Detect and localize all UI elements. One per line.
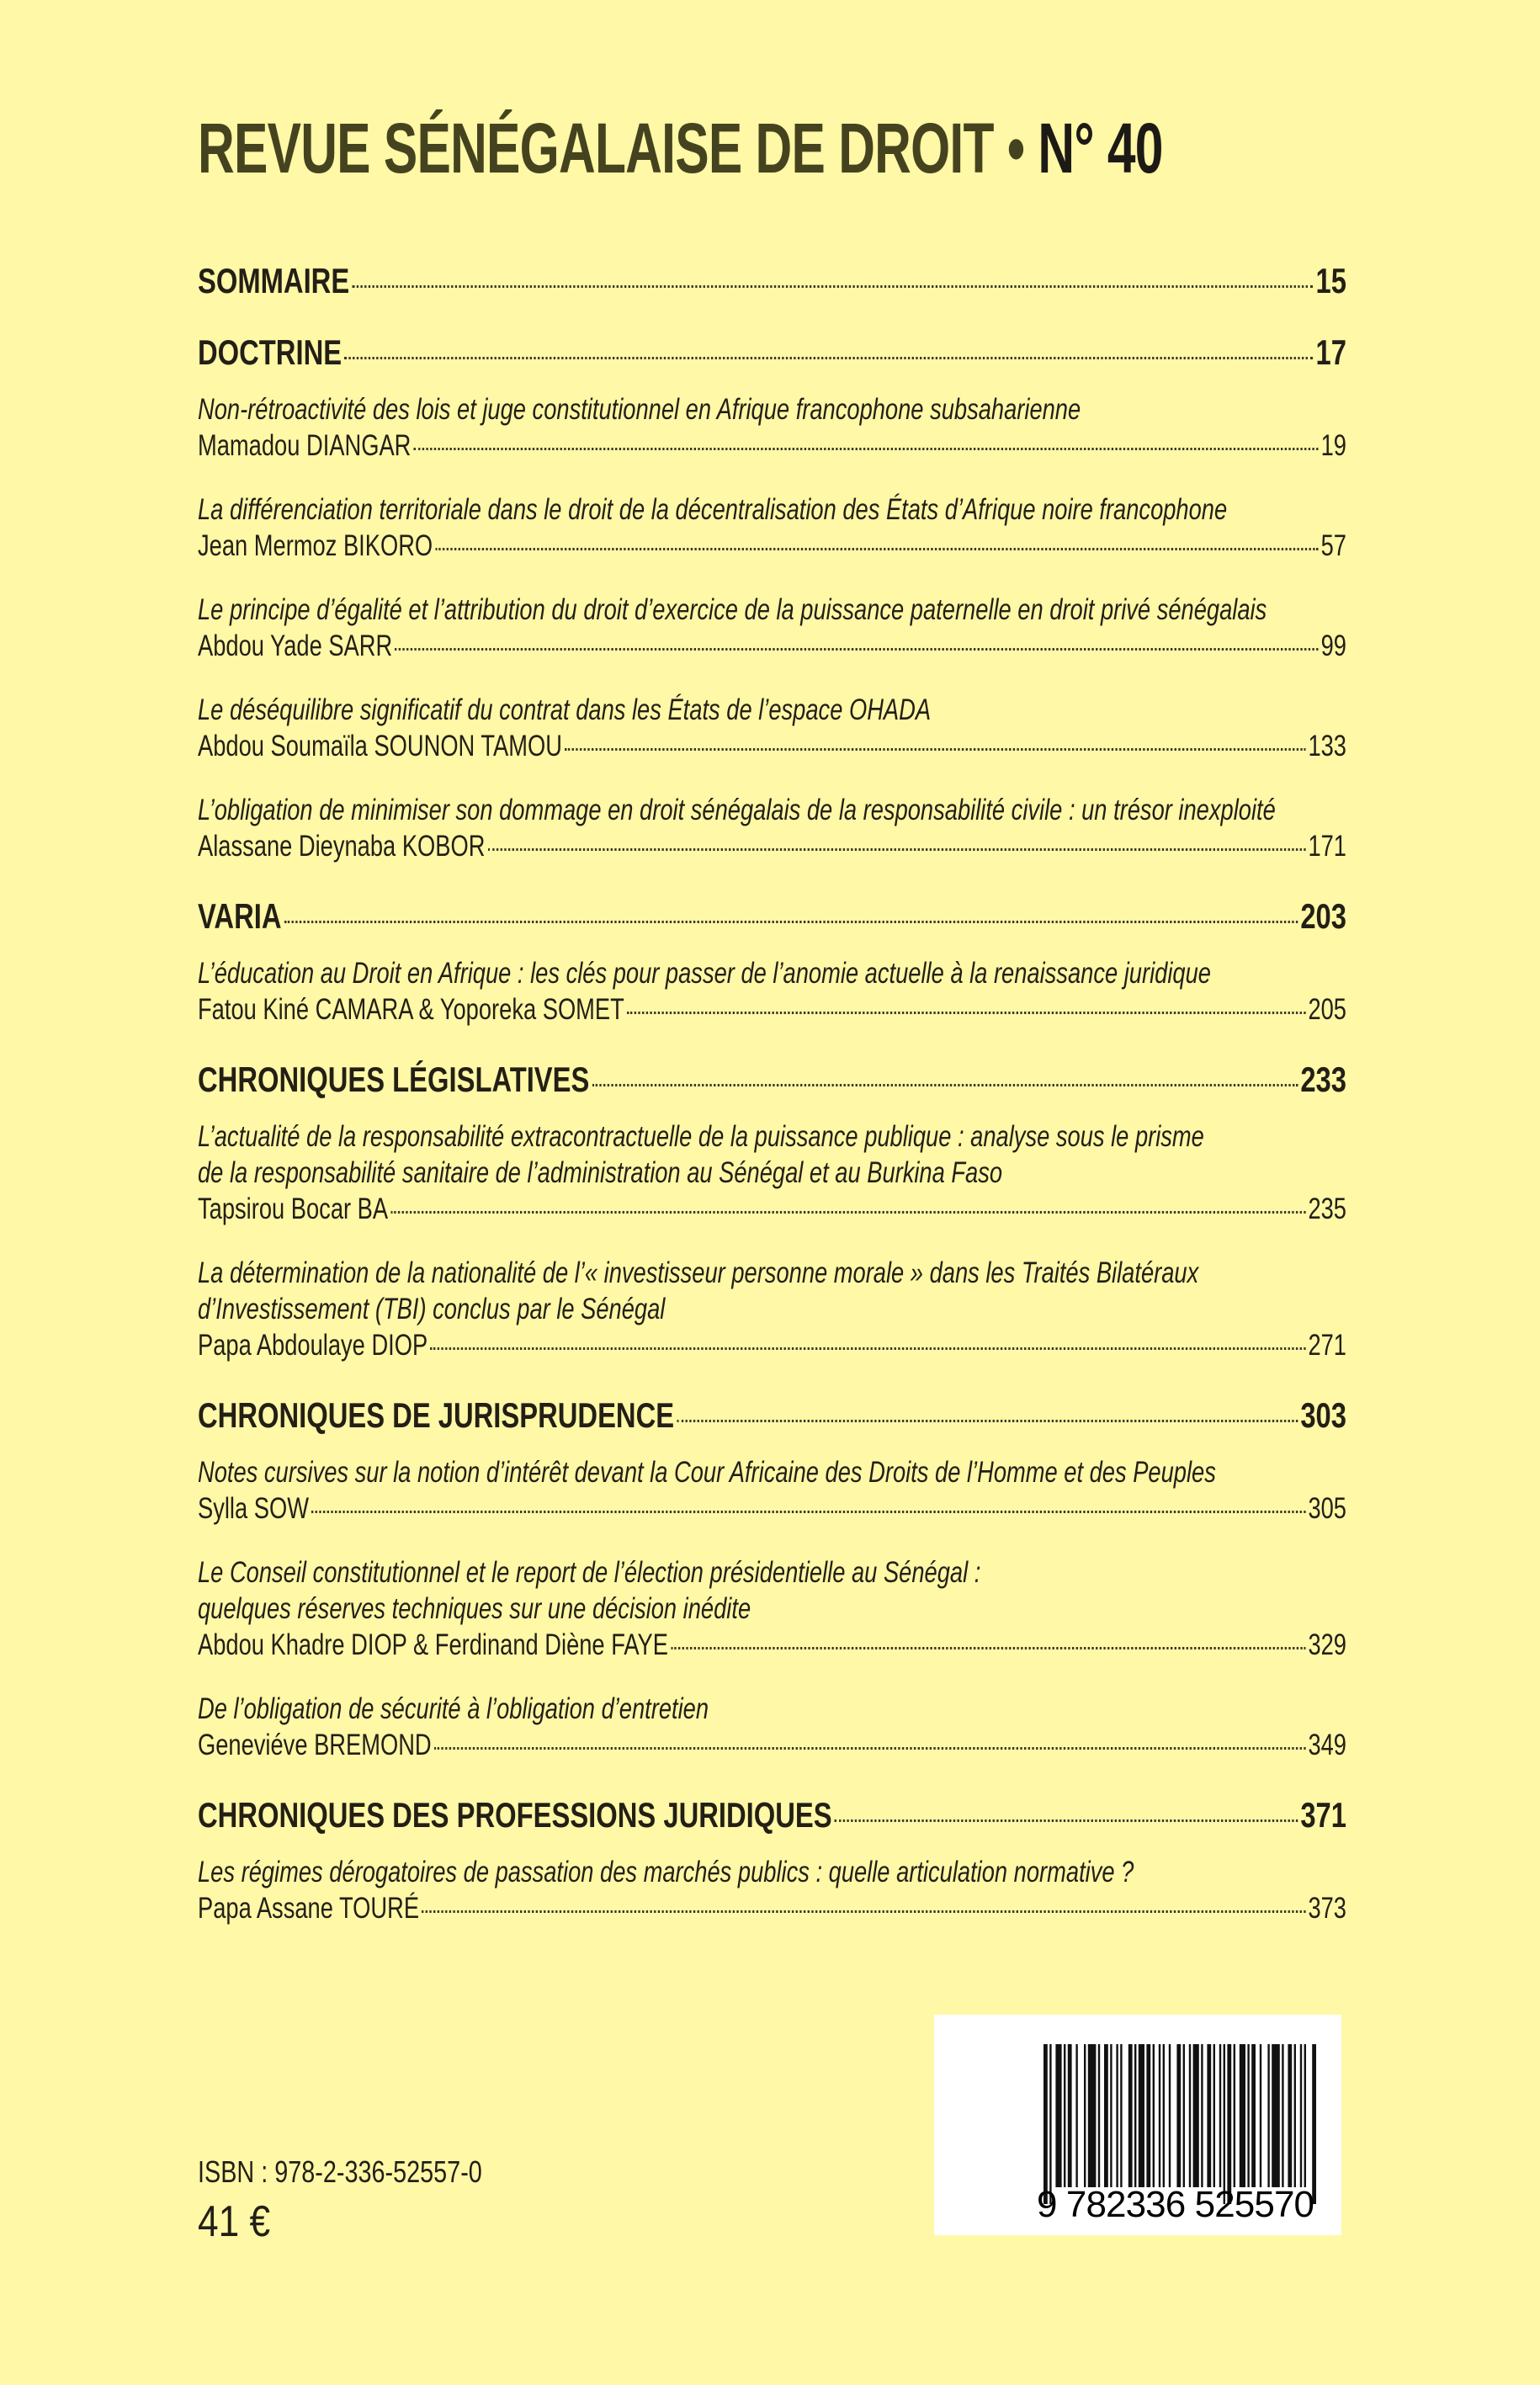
section-heading xyxy=(198,1792,1346,1839)
section-page: 233 xyxy=(1300,1060,1346,1099)
toc-entry xyxy=(198,1255,1346,1363)
barcode-bar xyxy=(1134,2044,1136,2187)
article-author-row xyxy=(198,1727,1346,1763)
section-heading xyxy=(198,1056,1346,1103)
article-author-row xyxy=(198,991,1346,1028)
article-author: Mamadou DIANGAR xyxy=(198,429,412,462)
barcode-bar xyxy=(1176,2044,1181,2187)
isbn: ISBN : 978-2-336-52557-0 xyxy=(198,2154,482,2189)
article-page: 271 xyxy=(1308,1329,1346,1362)
issue-number: N° 40 xyxy=(1038,109,1163,188)
dot-leader xyxy=(592,1084,1298,1086)
barcode-bar xyxy=(1300,2044,1302,2187)
price: 41 € xyxy=(198,2197,271,2246)
section-page: 203 xyxy=(1300,896,1346,936)
barcode-bars xyxy=(934,2015,1341,2235)
dot-leader xyxy=(434,1747,1306,1750)
article-author-row xyxy=(198,1191,1346,1227)
article-title xyxy=(198,1291,1346,1327)
barcode-bar xyxy=(1043,2044,1048,2204)
dot-leader xyxy=(435,548,1318,550)
section-label: DOCTRINE xyxy=(198,332,343,372)
barcode-bar xyxy=(1146,2044,1150,2187)
article-title xyxy=(198,692,1346,728)
article-title xyxy=(198,1854,1346,1890)
toc-entry xyxy=(198,1118,1346,1227)
article-author-row xyxy=(198,828,1346,864)
dot-leader xyxy=(344,357,1313,359)
barcode-bar xyxy=(1251,2044,1256,2187)
barcode-bar xyxy=(1169,2044,1171,2187)
article-title xyxy=(198,391,1346,428)
barcode xyxy=(934,2015,1341,2235)
article-title-text: La différenciation territoriale dans le droit de la décentralisation des États d’Afrique noire francophone xyxy=(198,493,1228,526)
article-author: Abdou Soumaïla SOUNON TAMOU xyxy=(198,730,562,762)
toc-entry xyxy=(198,391,1346,464)
article-title xyxy=(198,1255,1346,1291)
dot-leader xyxy=(430,1347,1305,1350)
barcode-bar xyxy=(1055,2044,1061,2187)
toc-entry xyxy=(198,1454,1346,1527)
barcode-bar xyxy=(1288,2044,1292,2187)
article-title-text: d’Investissement (TBI) conclus par le Sénégal xyxy=(198,1293,666,1325)
article-title-text: Non-rétroactivité des lois et juge constitutionnel en Afrique francophone subsaharienne xyxy=(198,393,1081,426)
barcode-bar xyxy=(1159,2044,1160,2187)
dot-leader xyxy=(311,1511,1305,1513)
barcode-bar xyxy=(1139,2044,1144,2187)
barcode-bar xyxy=(1189,2044,1191,2187)
dot-leader xyxy=(627,1012,1305,1014)
article-title-text: Notes cursives sur la notion d’intérêt devant la Cour Africaine des Droits de l’Homme et des Peuples xyxy=(198,1456,1216,1489)
section-page: 15 xyxy=(1315,261,1346,300)
article-title-text: quelques réserves techniques sur une décision inédite xyxy=(198,1592,751,1625)
article-author-row xyxy=(198,428,1346,464)
barcode-bar xyxy=(1267,2044,1269,2187)
dot-leader xyxy=(284,921,1298,923)
dot-leader xyxy=(677,1420,1298,1422)
barcode-bar xyxy=(1294,2044,1296,2187)
dot-leader xyxy=(352,285,1313,288)
barcode-bar xyxy=(1064,2044,1065,2187)
title-text: REVUE SÉNÉGALAISE DE DROIT • xyxy=(198,109,1025,188)
section-page: 371 xyxy=(1300,1795,1346,1835)
barcode-bar xyxy=(1193,2044,1199,2187)
barcode-bar xyxy=(1247,2044,1249,2187)
barcode-bar xyxy=(1104,2044,1108,2187)
article-page: 57 xyxy=(1320,529,1346,562)
article-page: 205 xyxy=(1308,993,1346,1026)
article-title-text: La détermination de la nationalité de l’« investisseur personne morale » dans les Traités Bilatéraux xyxy=(198,1256,1199,1289)
article-page: 235 xyxy=(1308,1192,1346,1225)
barcode-bar xyxy=(1068,2044,1072,2187)
article-author: Tapsirou Bocar BA xyxy=(198,1192,389,1225)
article-title-text: Le principe d’égalité et l’attribution du droit d’exercice de la puissance paternelle en droit privé sénégalais xyxy=(198,593,1267,626)
article-page: 133 xyxy=(1308,730,1346,762)
barcode-bar xyxy=(1272,2044,1280,2187)
article-title-text: L’actualité de la responsabilité extracontractuelle de la puissance publique : analyse sous le prisme xyxy=(198,1120,1204,1153)
article-author: Fatou Kiné CAMARA & Yoporeka SOMET xyxy=(198,993,624,1026)
article-title-text: Le déséquilibre significatif du contrat dans les États de l’espace OHADA xyxy=(198,693,932,726)
article-title xyxy=(198,491,1346,528)
barcode-bar xyxy=(1219,2044,1221,2187)
barcode-bar xyxy=(1128,2044,1133,2187)
article-page: 99 xyxy=(1320,629,1346,662)
dot-leader xyxy=(488,848,1306,851)
barcode-bar xyxy=(1075,2044,1077,2187)
barcode-bar xyxy=(1207,2044,1211,2187)
article-page: 349 xyxy=(1308,1729,1346,1761)
article-page: 329 xyxy=(1308,1628,1346,1661)
dot-leader xyxy=(395,648,1318,651)
section-label: CHRONIQUES DES PROFESSIONS JURIDIQUES xyxy=(198,1795,832,1835)
barcode-bar xyxy=(1153,2044,1155,2187)
article-title-text: L’obligation de minimiser son dommage en droit sénégalais de la responsabilité civile : un trésor inexploité xyxy=(198,794,1276,826)
barcode-bar xyxy=(1049,2044,1051,2204)
article-author: Jean Mermoz BIKORO xyxy=(198,529,433,562)
section-heading xyxy=(198,258,1346,305)
barcode-bar xyxy=(1088,2044,1097,2187)
toc-entry xyxy=(198,1691,1346,1763)
barcode-bar xyxy=(1110,2044,1112,2187)
article-title xyxy=(198,792,1346,828)
article-page: 373 xyxy=(1308,1892,1346,1925)
article-title xyxy=(198,1155,1346,1191)
dot-leader xyxy=(390,1211,1305,1214)
article-page: 171 xyxy=(1308,830,1346,863)
article-author-row xyxy=(198,728,1346,764)
article-author-row xyxy=(198,528,1346,564)
journal-title xyxy=(198,108,1163,189)
article-author: Papa Assane TOURÉ xyxy=(198,1892,420,1925)
toc-entry xyxy=(198,491,1346,564)
dot-leader xyxy=(671,1647,1305,1649)
barcode-bar xyxy=(1304,2044,1306,2187)
article-author-row xyxy=(198,1490,1346,1527)
barcode-bar xyxy=(1163,2044,1165,2187)
barcode-bar xyxy=(1116,2044,1118,2187)
dot-leader xyxy=(835,1819,1298,1822)
article-title xyxy=(198,1454,1346,1490)
article-title-text: L’éducation au Droit en Afrique : les clés pour passer de l’anomie actuelle à la renaissance juridique xyxy=(198,957,1211,990)
barcode-bar xyxy=(1240,2044,1245,2187)
section-heading xyxy=(198,1392,1346,1439)
article-title xyxy=(198,1591,1346,1627)
section-label: VARIA xyxy=(198,896,282,936)
barcode-bar xyxy=(1183,2044,1185,2187)
barcode-digits: 9 782336 525570 xyxy=(1037,2184,1314,2225)
dot-leader xyxy=(422,1910,1305,1913)
dot-leader xyxy=(413,448,1318,450)
article-author-row xyxy=(198,1627,1346,1663)
article-title xyxy=(198,592,1346,628)
barcode-bar xyxy=(1227,2044,1231,2204)
section-label: CHRONIQUES LÉGISLATIVES xyxy=(198,1060,590,1099)
article-title xyxy=(198,1691,1346,1727)
article-title xyxy=(198,955,1346,991)
section-label: SOMMAIRE xyxy=(198,261,350,300)
toc-entry xyxy=(198,792,1346,864)
toc-entry xyxy=(198,692,1346,764)
barcode-bar xyxy=(1282,2044,1283,2187)
barcode-bar xyxy=(1234,2044,1235,2187)
article-title-text: de la responsabilité sanitaire de l’administration au Sénégal et au Burkina Faso xyxy=(198,1156,1003,1189)
section-page: 17 xyxy=(1315,332,1346,372)
barcode-bar xyxy=(1224,2044,1225,2204)
article-title-text: De l’obligation de sécurité à l’obligation d’entretien xyxy=(198,1692,709,1725)
table-of-contents xyxy=(198,258,1346,1926)
article-author: Abdou Yade SARR xyxy=(198,629,393,662)
article-title-text: Les régimes dérogatoires de passation des marchés publics : quelle articulation normative ? xyxy=(198,1856,1134,1888)
article-author-row xyxy=(198,628,1346,664)
dot-leader xyxy=(565,748,1305,751)
article-author: Alassane Dieynaba KOBOR xyxy=(198,830,486,863)
article-title xyxy=(198,1554,1346,1591)
article-title-text: Le Conseil constitutionnel et le report de l’élection présidentielle au Sénégal : xyxy=(198,1556,981,1589)
article-author-row xyxy=(198,1890,1346,1926)
barcode-bar xyxy=(1098,2044,1100,2187)
article-author-row xyxy=(198,1327,1346,1363)
toc-entry xyxy=(198,955,1346,1028)
section-page: 303 xyxy=(1300,1395,1346,1435)
article-page: 19 xyxy=(1320,429,1346,462)
toc-entry xyxy=(198,592,1346,664)
barcode-bar xyxy=(1213,2044,1215,2187)
article-author: Papa Abdoulaye DIOP xyxy=(198,1329,428,1362)
section-label: CHRONIQUES DE JURISPRUDENCE xyxy=(198,1395,675,1435)
barcode-bar xyxy=(1201,2044,1203,2187)
article-page: 305 xyxy=(1308,1492,1346,1525)
article-author: Geneviéve BREMOND xyxy=(198,1729,432,1761)
barcode-bar xyxy=(1084,2044,1086,2187)
toc-entry xyxy=(198,1854,1346,1926)
barcode-bar xyxy=(1120,2044,1122,2187)
article-title xyxy=(198,1118,1346,1155)
barcode-bar xyxy=(1260,2044,1261,2187)
section-heading xyxy=(198,893,1346,940)
article-author: Sylla SOW xyxy=(198,1492,309,1525)
article-author: Abdou Khadre DIOP & Ferdinand Diène FAYE xyxy=(198,1628,668,1661)
toc-entry xyxy=(198,1554,1346,1663)
section-heading xyxy=(198,329,1346,376)
barcode-bar xyxy=(1312,2044,1316,2204)
